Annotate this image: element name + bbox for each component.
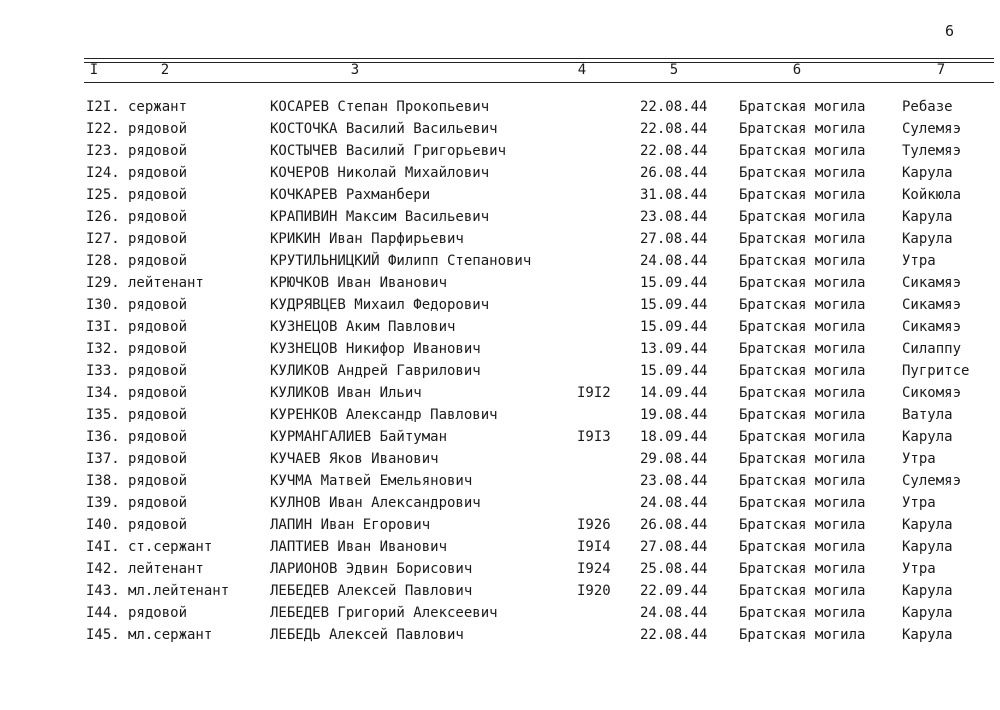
entry-burial-place: Пугритсе bbox=[902, 363, 970, 379]
entry-death-date: 26.08.44 bbox=[640, 165, 708, 181]
entry-burial-place: Карула bbox=[902, 583, 953, 599]
entry-rank: рядовой bbox=[128, 121, 188, 137]
entry-name: КУЗНЕЦОВ Никифор Иванович bbox=[270, 341, 481, 357]
entry-number: I42. bbox=[86, 561, 120, 577]
entry-name: КУЗНЕЦОВ Аким Павлович bbox=[270, 319, 456, 335]
entry-number: I29. bbox=[86, 275, 120, 291]
ledger-row bbox=[0, 448, 1000, 470]
entry-death-date: 23.08.44 bbox=[640, 473, 708, 489]
entry-number: I26. bbox=[86, 209, 120, 225]
entry-death-date: 13.09.44 bbox=[640, 341, 708, 357]
entry-death-date: 22.08.44 bbox=[640, 627, 708, 643]
entry-name: КОЧЕРОВ Николай Михайлович bbox=[270, 165, 490, 181]
entry-name: КОСТЫЧЕВ Василий Григорьевич bbox=[270, 143, 507, 159]
entry-burial-place: Койкюла bbox=[902, 187, 962, 203]
ledger-row bbox=[0, 382, 1000, 404]
entry-death-date: 23.08.44 bbox=[640, 209, 708, 225]
entry-name: ЛАПТИЕВ Иван Иванович bbox=[270, 539, 448, 555]
entry-death-date: 18.09.44 bbox=[640, 429, 708, 445]
entry-rank: рядовой bbox=[128, 363, 188, 379]
ledger-row bbox=[0, 118, 1000, 140]
column-header-5: 5 bbox=[669, 62, 679, 78]
entry-burial-place: Сикамяэ bbox=[902, 297, 962, 313]
entry-death-date: 14.09.44 bbox=[640, 385, 708, 401]
entry-number: I22. bbox=[86, 121, 120, 137]
entry-death-date: 15.09.44 bbox=[640, 275, 708, 291]
entry-burial-place: Утра bbox=[902, 253, 936, 269]
entry-rank: рядовой bbox=[128, 165, 188, 181]
column-header-2: 2 bbox=[160, 62, 170, 78]
entry-burial-type: Братская могила bbox=[739, 275, 866, 291]
entry-burial-place: Ватула bbox=[902, 407, 953, 423]
entry-burial-place: Карула bbox=[902, 429, 953, 445]
entry-burial-place: Карула bbox=[902, 209, 953, 225]
ledger-row bbox=[0, 338, 1000, 360]
entry-name: ЛЕБЕДЕВ Григорий Алексеевич bbox=[270, 605, 498, 621]
entry-number: I23. bbox=[86, 143, 120, 159]
entry-number: I44. bbox=[86, 605, 120, 621]
entry-burial-type: Братская могила bbox=[739, 605, 866, 621]
entry-burial-place: Сулемяэ bbox=[902, 121, 962, 137]
entry-burial-type: Братская могила bbox=[739, 627, 866, 643]
entry-death-date: 27.08.44 bbox=[640, 539, 708, 555]
entry-birth-year: I920 bbox=[577, 583, 611, 599]
entry-rank: рядовой bbox=[128, 187, 188, 203]
entry-death-date: 22.08.44 bbox=[640, 143, 708, 159]
entry-burial-type: Братская могила bbox=[739, 495, 866, 511]
entry-burial-place: Карула bbox=[902, 165, 953, 181]
entry-death-date: 22.08.44 bbox=[640, 99, 708, 115]
entry-burial-type: Братская могила bbox=[739, 429, 866, 445]
ledger-row bbox=[0, 316, 1000, 338]
entry-death-date: 24.08.44 bbox=[640, 495, 708, 511]
entry-number: I37. bbox=[86, 451, 120, 467]
ledger-row bbox=[0, 558, 1000, 580]
ledger-row bbox=[0, 228, 1000, 250]
entry-death-date: 24.08.44 bbox=[640, 605, 708, 621]
page-number: 6 bbox=[945, 22, 955, 40]
ledger-row bbox=[0, 404, 1000, 426]
entry-death-date: 25.08.44 bbox=[640, 561, 708, 577]
ledger-row bbox=[0, 206, 1000, 228]
ledger-row bbox=[0, 624, 1000, 646]
entry-burial-type: Братская могила bbox=[739, 143, 866, 159]
entry-name: КРИКИН Иван Парфирьевич bbox=[270, 231, 464, 247]
ledger-row bbox=[0, 470, 1000, 492]
entry-name: КРАПИВИН Максим Васильевич bbox=[270, 209, 490, 225]
entry-burial-type: Братская могила bbox=[739, 99, 866, 115]
entry-rank: лейтенант bbox=[128, 561, 204, 577]
entry-rank: рядовой bbox=[128, 429, 188, 445]
entry-burial-place: Утра bbox=[902, 561, 936, 577]
column-header-7: 7 bbox=[936, 62, 946, 78]
ledger-row bbox=[0, 514, 1000, 536]
entry-name: КУДРЯВЦЕВ Михаил Федорович bbox=[270, 297, 490, 313]
burial-ledger bbox=[0, 96, 1000, 646]
entry-number: I2I. bbox=[86, 99, 120, 115]
entry-rank: мл.сержант bbox=[128, 627, 213, 643]
entry-birth-year: I9I3 bbox=[577, 429, 611, 445]
entry-death-date: 24.08.44 bbox=[640, 253, 708, 269]
entry-number: I32. bbox=[86, 341, 120, 357]
entry-death-date: 22.09.44 bbox=[640, 583, 708, 599]
entry-burial-type: Братская могила bbox=[739, 539, 866, 555]
ledger-row bbox=[0, 162, 1000, 184]
entry-death-date: 31.08.44 bbox=[640, 187, 708, 203]
entry-number: I4I. bbox=[86, 539, 120, 555]
entry-death-date: 26.08.44 bbox=[640, 517, 708, 533]
entry-burial-place: Утра bbox=[902, 495, 936, 511]
entry-burial-place: Сикамяэ bbox=[902, 275, 962, 291]
ledger-row bbox=[0, 96, 1000, 118]
entry-number: I3I. bbox=[86, 319, 120, 335]
entry-rank: рядовой bbox=[128, 209, 188, 225]
entry-burial-type: Братская могила bbox=[739, 385, 866, 401]
entry-burial-place: Карула bbox=[902, 231, 953, 247]
entry-death-date: 19.08.44 bbox=[640, 407, 708, 423]
entry-burial-type: Братская могила bbox=[739, 319, 866, 335]
entry-number: I39. bbox=[86, 495, 120, 511]
ledger-row bbox=[0, 580, 1000, 602]
entry-name: КУЛИКОВ Иван Ильич bbox=[270, 385, 422, 401]
entry-name: КОСАРЕВ Степан Прокопьевич bbox=[270, 99, 490, 115]
entry-number: I43. bbox=[86, 583, 120, 599]
entry-death-date: 15.09.44 bbox=[640, 363, 708, 379]
header-top-rule-double bbox=[84, 62, 994, 63]
entry-burial-type: Братская могила bbox=[739, 121, 866, 137]
entry-burial-type: Братская могила bbox=[739, 209, 866, 225]
entry-rank: рядовой bbox=[128, 319, 188, 335]
entry-name: КОСТОЧКА Василий Васильевич bbox=[270, 121, 498, 137]
entry-number: I38. bbox=[86, 473, 120, 489]
entry-number: I40. bbox=[86, 517, 120, 533]
entry-number: I35. bbox=[86, 407, 120, 423]
entry-rank: мл.лейтенант bbox=[128, 583, 230, 599]
entry-burial-type: Братская могила bbox=[739, 187, 866, 203]
entry-burial-place: Карула bbox=[902, 605, 953, 621]
entry-burial-place: Силаппу bbox=[902, 341, 962, 357]
entry-rank: лейтенант bbox=[128, 275, 204, 291]
entry-burial-type: Братская могила bbox=[739, 231, 866, 247]
entry-name: КУЧМА Матвей Емельянович bbox=[270, 473, 473, 489]
entry-rank: ст.сержант bbox=[128, 539, 213, 555]
entry-rank: рядовой bbox=[128, 143, 188, 159]
entry-burial-place: Утра bbox=[902, 451, 936, 467]
ledger-row bbox=[0, 184, 1000, 206]
entry-number: I36. bbox=[86, 429, 120, 445]
ledger-row bbox=[0, 602, 1000, 624]
entry-name: ЛЕБЕДЕВ Алексей Павлович bbox=[270, 583, 473, 599]
entry-burial-place: Ребазе bbox=[902, 99, 953, 115]
entry-number: I27. bbox=[86, 231, 120, 247]
entry-rank: рядовой bbox=[128, 517, 188, 533]
entry-name: КУЧАЕВ Яков Иванович bbox=[270, 451, 439, 467]
entry-burial-type: Братская могила bbox=[739, 253, 866, 269]
entry-burial-type: Братская могила bbox=[739, 561, 866, 577]
entry-birth-year: I926 bbox=[577, 517, 611, 533]
column-header-1: I bbox=[89, 62, 99, 78]
entry-death-date: 15.09.44 bbox=[640, 297, 708, 313]
entry-burial-type: Братская могила bbox=[739, 363, 866, 379]
entry-birth-year: I9I2 bbox=[577, 385, 611, 401]
entry-death-date: 29.08.44 bbox=[640, 451, 708, 467]
entry-burial-place: Сикомяэ bbox=[902, 385, 962, 401]
column-header-6: 6 bbox=[792, 62, 802, 78]
header-bottom-rule bbox=[84, 82, 994, 83]
entry-name: КУРЕНКОВ Александр Павлович bbox=[270, 407, 498, 423]
entry-rank: рядовой bbox=[128, 473, 188, 489]
ledger-row bbox=[0, 272, 1000, 294]
entry-burial-type: Братская могила bbox=[739, 473, 866, 489]
entry-name: КРЮЧКОВ Иван Иванович bbox=[270, 275, 448, 291]
entry-burial-type: Братская могила bbox=[739, 297, 866, 313]
entry-burial-type: Братская могила bbox=[739, 407, 866, 423]
entry-death-date: 15.09.44 bbox=[640, 319, 708, 335]
entry-rank: рядовой bbox=[128, 385, 188, 401]
column-header-4: 4 bbox=[577, 62, 587, 78]
ledger-row bbox=[0, 492, 1000, 514]
entry-rank: рядовой bbox=[128, 407, 188, 423]
entry-name: ЛЕБЕДЬ Алексей Павлович bbox=[270, 627, 464, 643]
entry-burial-type: Братская могила bbox=[739, 583, 866, 599]
entry-number: I24. bbox=[86, 165, 120, 181]
entry-number: I34. bbox=[86, 385, 120, 401]
entry-death-date: 22.08.44 bbox=[640, 121, 708, 137]
entry-rank: сержант bbox=[128, 99, 188, 115]
entry-birth-year: I9I4 bbox=[577, 539, 611, 555]
entry-rank: рядовой bbox=[128, 495, 188, 511]
ledger-row bbox=[0, 140, 1000, 162]
entry-death-date: 27.08.44 bbox=[640, 231, 708, 247]
entry-name: КУРМАНГАЛИЕВ Байтуман bbox=[270, 429, 448, 445]
entry-name: ЛАРИОНОВ Эдвин Борисович bbox=[270, 561, 473, 577]
entry-burial-place: Карула bbox=[902, 539, 953, 555]
entry-burial-type: Братская могила bbox=[739, 451, 866, 467]
ledger-row bbox=[0, 294, 1000, 316]
entry-name: ЛАПИН Иван Егорович bbox=[270, 517, 431, 533]
entry-number: I45. bbox=[86, 627, 120, 643]
entry-burial-place: Сикамяэ bbox=[902, 319, 962, 335]
entry-name: КОЧКАРЕВ Рахманбери bbox=[270, 187, 431, 203]
entry-burial-place: Тулемяэ bbox=[902, 143, 962, 159]
entry-number: I28. bbox=[86, 253, 120, 269]
entry-number: I25. bbox=[86, 187, 120, 203]
entry-number: I30. bbox=[86, 297, 120, 313]
entry-name: КУЛИКОВ Андрей Гаврилович bbox=[270, 363, 481, 379]
header-top-rule bbox=[84, 58, 994, 59]
entry-name: КУЛНОВ Иван Александрович bbox=[270, 495, 481, 511]
ledger-row bbox=[0, 360, 1000, 382]
entry-name: КРУТИЛЬНИЦКИЙ Филипп Степанович bbox=[270, 253, 532, 269]
entry-rank: рядовой bbox=[128, 297, 188, 313]
entry-rank: рядовой bbox=[128, 231, 188, 247]
entry-burial-type: Братская могила bbox=[739, 341, 866, 357]
ledger-row bbox=[0, 536, 1000, 558]
entry-birth-year: I924 bbox=[577, 561, 611, 577]
entry-burial-place: Карула bbox=[902, 627, 953, 643]
entry-rank: рядовой bbox=[128, 253, 188, 269]
entry-burial-place: Сулемяэ bbox=[902, 473, 962, 489]
entry-rank: рядовой bbox=[128, 341, 188, 357]
column-header-3: 3 bbox=[350, 62, 360, 78]
entry-rank: рядовой bbox=[128, 605, 188, 621]
ledger-row bbox=[0, 250, 1000, 272]
entry-burial-type: Братская могила bbox=[739, 517, 866, 533]
entry-number: I33. bbox=[86, 363, 120, 379]
entry-rank: рядовой bbox=[128, 451, 188, 467]
ledger-row bbox=[0, 426, 1000, 448]
entry-burial-type: Братская могила bbox=[739, 165, 866, 181]
entry-burial-place: Карула bbox=[902, 517, 953, 533]
